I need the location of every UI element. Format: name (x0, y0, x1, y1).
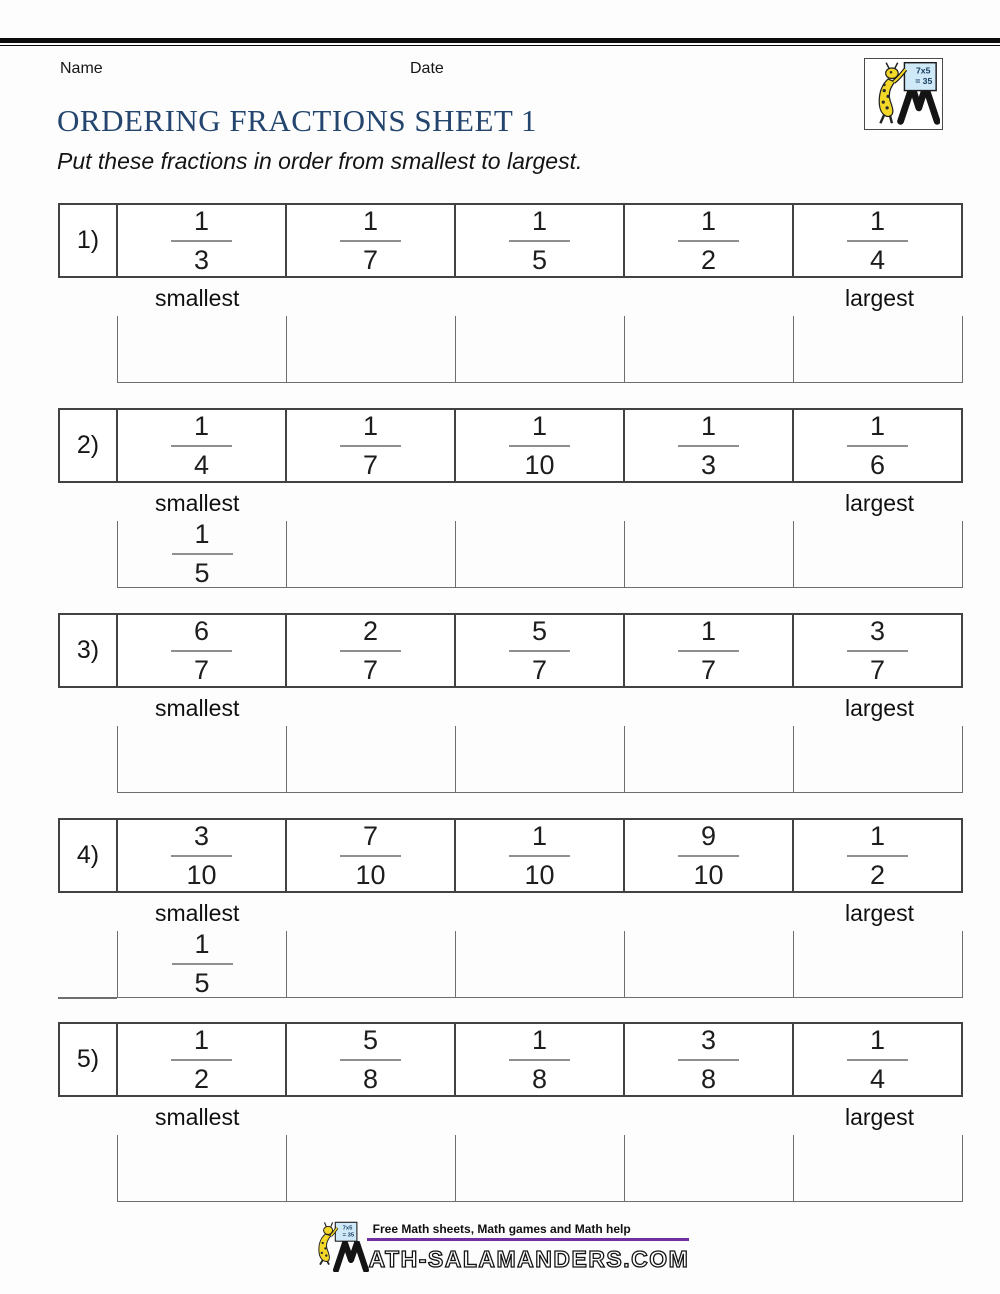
fraction (847, 205, 908, 275)
fraction-bar (509, 855, 570, 857)
problem-5-question-row (58, 1022, 963, 1097)
fraction (847, 410, 908, 480)
answer-cell (624, 521, 793, 587)
problem-4-fraction-3 (456, 820, 625, 891)
problem-2-fraction-4 (625, 410, 794, 481)
fraction-numerator: 1 (193, 1024, 210, 1055)
fraction (678, 1024, 739, 1094)
problem-2-fraction-5 (794, 410, 961, 481)
problem-5 (58, 1022, 963, 1204)
problem-5-range-labels (58, 1104, 963, 1134)
fraction (847, 820, 908, 890)
fraction-bar (509, 240, 570, 242)
answer-cell (117, 726, 286, 792)
largest-label: largest (844, 900, 914, 926)
fraction-bar (509, 650, 570, 652)
problem-2-range-labels (58, 490, 963, 520)
answer-cell (286, 521, 455, 587)
problem-1-fraction-4 (625, 205, 794, 276)
name-label: Name (60, 60, 103, 77)
problem-3-range-labels (58, 695, 963, 725)
fraction (340, 205, 401, 275)
fraction (678, 410, 739, 480)
answer-cell (793, 316, 963, 382)
fraction (509, 615, 570, 685)
fraction-numerator: 1 (362, 410, 379, 441)
problem-2-fraction-3 (456, 410, 625, 481)
problem-3-fraction-1 (118, 615, 287, 686)
problem-2-answer-row (117, 521, 963, 588)
answer-cell-prefilled (117, 931, 286, 997)
problem-2-question-row (58, 408, 963, 483)
fraction-denominator: 4 (193, 449, 210, 480)
m-easel-icon (333, 1241, 369, 1272)
fraction-denominator: 3 (193, 244, 210, 275)
fraction-numerator: 1 (531, 820, 548, 851)
fraction (171, 205, 232, 275)
fraction-denominator: 8 (362, 1063, 379, 1094)
problem-1-number: 1) (60, 205, 118, 276)
fraction-bar (171, 855, 232, 857)
answer-cell (117, 316, 286, 382)
problem-4-number: 4) (60, 820, 118, 891)
fraction-numerator: 1 (869, 820, 886, 851)
prefilled-answer (172, 931, 233, 997)
smallest-label: smallest (155, 285, 240, 311)
math-salamanders-logo-icon (865, 59, 940, 126)
fraction-numerator: 1 (869, 410, 886, 441)
fraction-bar (340, 855, 401, 857)
problem-4-fraction-2 (287, 820, 456, 891)
answer-cell (286, 316, 455, 382)
fraction (678, 820, 739, 890)
problem-3-fraction-4 (625, 615, 794, 686)
fraction-denominator: 6 (869, 449, 886, 480)
fraction-bar (678, 855, 739, 857)
answer-cell (624, 1135, 793, 1201)
fraction-bar (678, 240, 739, 242)
problem-1-fraction-5 (794, 205, 961, 276)
date-label: Date (410, 60, 444, 77)
fraction (847, 615, 908, 685)
problem-2-fraction-1 (118, 410, 287, 481)
fraction-denominator: 10 (186, 859, 217, 890)
problem-3 (58, 613, 963, 795)
answer-cell (286, 1135, 455, 1201)
fraction-bar (171, 650, 232, 652)
fraction-denominator: 4 (869, 1063, 886, 1094)
fraction (847, 1024, 908, 1094)
fraction-numerator: 9 (700, 820, 717, 851)
answer-cell (455, 931, 624, 997)
problem-4-fraction-5 (794, 820, 961, 891)
answer-cell (286, 931, 455, 997)
problem-5-fraction-4 (625, 1024, 794, 1095)
fraction-numerator: 1 (700, 410, 717, 441)
fraction (340, 410, 401, 480)
answer-cell (455, 726, 624, 792)
fraction-bar (847, 855, 908, 857)
fraction-denominator: 10 (355, 859, 386, 890)
fraction-numerator: 5 (531, 615, 548, 646)
fraction-numerator: 3 (700, 1024, 717, 1055)
fraction (678, 205, 739, 275)
problem-4-answer-row (117, 931, 963, 998)
fraction-numerator: 1 (531, 410, 548, 441)
problem-5-fraction-5 (794, 1024, 961, 1095)
fraction-bar (340, 445, 401, 447)
fraction (509, 820, 570, 890)
fraction (171, 615, 232, 685)
fraction-numerator: 1 (531, 1024, 548, 1055)
fraction-numerator: 5 (362, 1024, 379, 1055)
fraction-denominator: 7 (869, 654, 886, 685)
largest-label: largest (844, 695, 914, 721)
fraction-bar (847, 650, 908, 652)
fraction-bar (171, 240, 232, 242)
fraction-bar (340, 650, 401, 652)
fraction-numerator: 2 (362, 615, 379, 646)
header-logo (864, 58, 943, 130)
fraction-denominator: 10 (693, 859, 724, 890)
largest-label: largest (844, 285, 914, 311)
problem-5-number: 5) (60, 1024, 118, 1095)
fraction-denominator: 2 (869, 859, 886, 890)
smallest-label: smallest (155, 900, 240, 926)
fraction-denominator: 8 (700, 1063, 717, 1094)
fraction-denominator: 7 (362, 654, 379, 685)
fraction-numerator: 1 (194, 929, 210, 959)
fraction-numerator: 1 (700, 615, 717, 646)
fraction-bar (172, 963, 233, 965)
fraction-bar (172, 553, 233, 555)
answer-cell (624, 726, 793, 792)
fraction-denominator: 7 (700, 654, 717, 685)
fraction-numerator: 1 (869, 1024, 886, 1055)
fraction-denominator: 7 (362, 449, 379, 480)
fraction-bar (171, 445, 232, 447)
problem-5-fraction-2 (287, 1024, 456, 1095)
problem-4 (58, 818, 963, 1000)
fraction-bar (678, 445, 739, 447)
board-equation-bottom: = 35 (915, 75, 933, 86)
problem-1-answer-row (117, 316, 963, 383)
smallest-label: smallest (155, 490, 240, 516)
top-rule-thick (0, 38, 1000, 43)
fraction-numerator: 1 (700, 205, 717, 236)
fraction-bar (847, 1059, 908, 1061)
problem-5-answer-row (117, 1135, 963, 1202)
smallest-label: smallest (155, 1104, 240, 1130)
fraction-denominator: 7 (362, 244, 379, 275)
m-easel-icon (901, 87, 938, 122)
fraction (171, 1024, 232, 1094)
fraction-bar (509, 1059, 570, 1061)
problem-4-fraction-4 (625, 820, 794, 891)
problem-1-fraction-3 (456, 205, 625, 276)
answer-cell (286, 726, 455, 792)
answer-cell (793, 931, 963, 997)
fraction-denominator: 10 (524, 859, 555, 890)
fraction-numerator: 3 (193, 820, 210, 851)
fraction-denominator: 2 (193, 1063, 210, 1094)
problem-4-fraction-1 (118, 820, 287, 891)
largest-label: largest (844, 1104, 914, 1130)
problem-5-fraction-3 (456, 1024, 625, 1095)
fraction-denominator: 8 (531, 1063, 548, 1094)
fraction (340, 615, 401, 685)
problem-3-question-row (58, 613, 963, 688)
fraction-numerator: 1 (193, 205, 210, 236)
fraction-denominator: 5 (531, 244, 548, 275)
top-rule-thin (0, 45, 1000, 46)
answer-cell (455, 316, 624, 382)
answer-cell (793, 1135, 963, 1201)
footer (0, 1220, 1000, 1272)
fraction-numerator: 1 (362, 205, 379, 236)
board-equation-top: 7x5 (342, 1225, 353, 1232)
fraction-bar (678, 650, 739, 652)
fraction-denominator: 4 (869, 244, 886, 275)
fraction-bar (847, 445, 908, 447)
fraction-bar (340, 1059, 401, 1061)
fraction (509, 205, 570, 275)
fraction-numerator: 3 (869, 615, 886, 646)
fraction-numerator: 6 (193, 615, 210, 646)
answer-cell-prefilled (117, 521, 286, 587)
fraction (340, 820, 401, 890)
problem-5-fraction-1 (118, 1024, 287, 1095)
problem-3-number: 3) (60, 615, 118, 686)
fraction-numerator: 1 (194, 519, 210, 549)
fraction-bar (171, 1059, 232, 1061)
answer-cell (117, 1135, 286, 1201)
problem-1 (58, 203, 963, 385)
smallest-label: smallest (155, 695, 240, 721)
answer-cell (624, 931, 793, 997)
instruction-text: Put these fractions in order from smallest to largest. (57, 148, 583, 174)
footer-tagline: Free Math sheets, Math games and Math help (372, 1222, 631, 1236)
fraction-denominator: 7 (193, 654, 210, 685)
fraction-numerator: 1 (869, 205, 886, 236)
fraction (509, 410, 570, 480)
board-equation-bottom: = 35 (342, 1232, 354, 1239)
problem-2-number: 2) (60, 410, 118, 481)
fraction (678, 615, 739, 685)
fraction-bar (678, 1059, 739, 1061)
fraction-numerator: 1 (531, 205, 548, 236)
problem-4-range-labels (58, 900, 963, 930)
answer-cell (793, 726, 963, 792)
answer-cell (793, 521, 963, 587)
answer-cell (455, 1135, 624, 1201)
prefilled-answer (172, 521, 233, 587)
fraction-denominator: 7 (531, 654, 548, 685)
fraction (340, 1024, 401, 1094)
problem-3-fraction-5 (794, 615, 961, 686)
problem-1-fraction-2 (287, 205, 456, 276)
problem-1-question-row (58, 203, 963, 278)
fraction-bar (509, 445, 570, 447)
fraction-denominator: 5 (194, 968, 210, 998)
fraction-numerator: 7 (362, 820, 379, 851)
problem-2 (58, 408, 963, 590)
fraction-bar (847, 240, 908, 242)
problem-3-fraction-2 (287, 615, 456, 686)
fraction-denominator: 3 (700, 449, 717, 480)
problem-4-question-row (58, 818, 963, 893)
fraction (171, 820, 232, 890)
problem-3-answer-row (117, 726, 963, 793)
fraction-bar (340, 240, 401, 242)
problem-1-fraction-1 (118, 205, 287, 276)
problem-3-fraction-3 (456, 615, 625, 686)
footer-site-name: ATH-SALAMANDERS.COM (368, 1245, 690, 1272)
fraction-denominator: 10 (524, 449, 555, 480)
problem-2-fraction-2 (287, 410, 456, 481)
largest-label: largest (844, 490, 914, 516)
answer-cell (455, 521, 624, 587)
answer-cell (624, 316, 793, 382)
problem-1-range-labels (58, 285, 963, 315)
fraction (509, 1024, 570, 1094)
fraction (171, 410, 232, 480)
fraction-numerator: 1 (193, 410, 210, 441)
board-equation-top: 7x5 (915, 65, 931, 76)
page-title: ORDERING FRACTIONS SHEET 1 (57, 103, 538, 138)
fraction-denominator: 2 (700, 244, 717, 275)
fraction-denominator: 5 (194, 558, 210, 588)
